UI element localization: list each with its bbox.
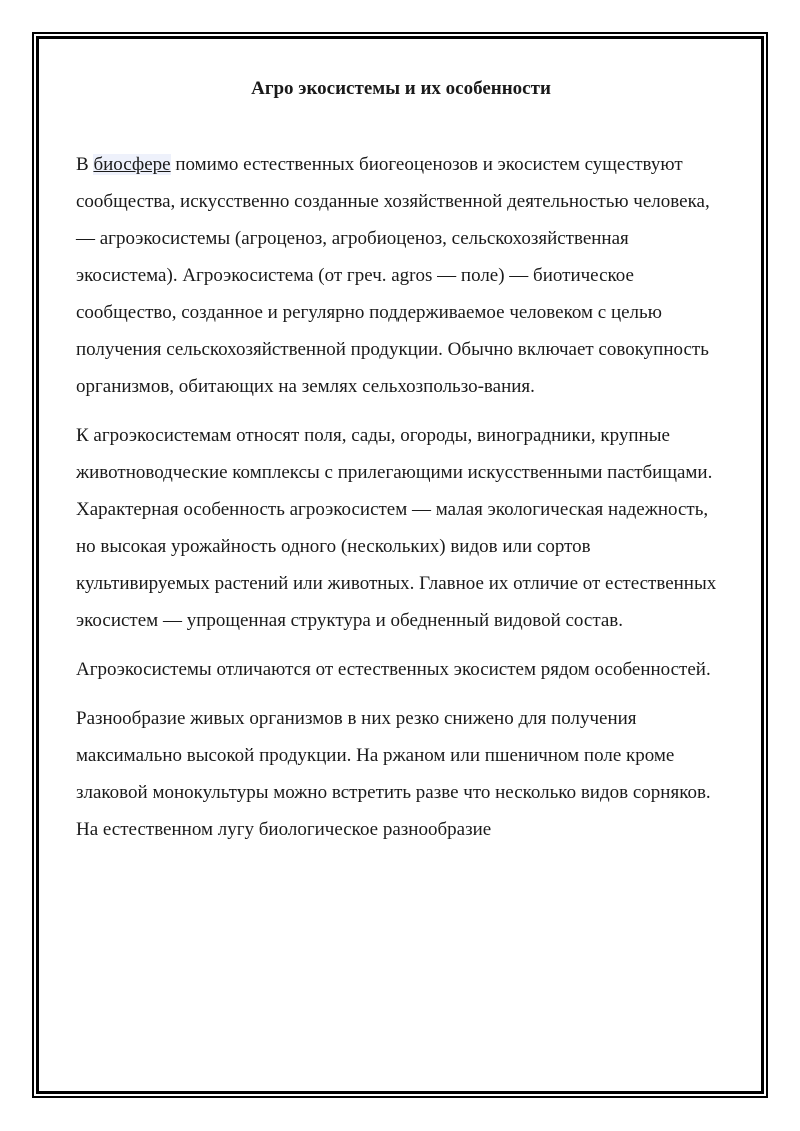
paragraph-4: Разнообразие живых организмов в них резко снижено для получения максимально высокой продукции. На ржаном или пшеничном поле кроме злаковой монокультуры можно встретить разве что несколько видов сорняков. На естественном лугу биологическое разнообразие (76, 708, 711, 840)
paragraph-1-prefix: В (76, 154, 94, 175)
paragraph-2: К агроэкосистемам относят поля, сады, огороды, виноградники, крупные животноводческие комплексы с прилегающими искусственными пастбищами. Характерная особенность агроэкосистем — малая экологическая надежность, но высокая урожайность одного (нескольких) видов или сортов культивируемых растений или животных. Главное их отличие от естественных экосистем — упрощенная структура и обедненный видовой состав. (76, 425, 717, 631)
biosphere-link[interactable]: биосфере (93, 154, 171, 175)
paragraph-1 (76, 146, 726, 405)
paragraph-1-text: помимо естественных биогеоценозов и экосистем существуют сообщества, искусственно созданные хозяйственной деятельностью человека, — агроэкосистемы (агроценоз, агробиоценоз, сельскохозяйственная экосистема). Агроэкосистема (от греч. agros — поле) — биотическое сообщество, созданное и регулярно поддерживаемое человеком с целью получения сельскохозяйственной продукции. Обычно включает совокупность организмов, обитающих на землях сельхозпользо-вания. (76, 154, 710, 397)
document-title: Агро экосистемы и их особенности (251, 78, 551, 99)
document-body (76, 72, 726, 860)
paragraph-3: Агроэкосистемы отличаются от естественных экосистем рядом особенностей. (76, 659, 711, 680)
